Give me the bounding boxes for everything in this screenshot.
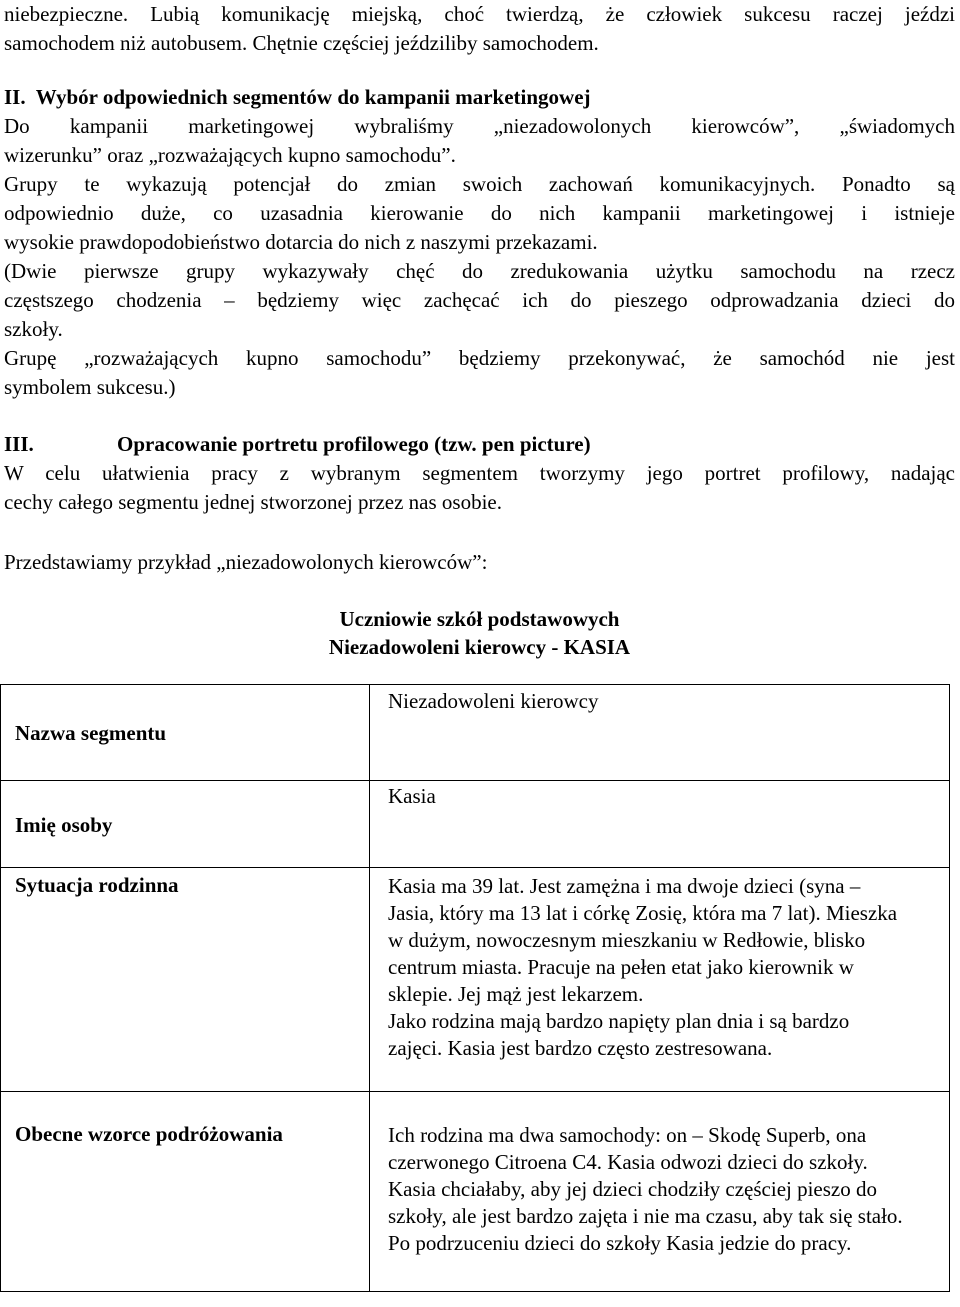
text-line: cechy całego segmentu jednej stworzonej przez nas osobie. [4, 490, 502, 514]
profile-title-line1: Uczniowie szkół podstawowych [339, 607, 620, 631]
row-label: Sytuacja rodzinna [15, 873, 179, 897]
section-3 [4, 430, 955, 517]
table-label-cell [1, 1092, 370, 1292]
row-label: Obecne wzorce podróżowania [15, 1122, 283, 1146]
table-value-cell [370, 781, 950, 868]
profile-title-line2: Niezadowoleni kierowcy - KASIA [328, 635, 631, 659]
text-line: (Dwie pierwsze grupy wykazywały chęć do zredukowania użytku samochodu na rzecz [4, 259, 955, 283]
table-row [1, 685, 950, 781]
text-line: Grupę „rozważających kupno samochodu” będziemy przekonywać, że samochód nie jest [4, 346, 955, 370]
text-line: W celu ułatwienia pracy z wybranym segmentem tworzymy jego portret profilowy, nadając [4, 461, 955, 485]
text-line: szkoły. [4, 317, 63, 341]
table-label-cell [1, 868, 370, 1092]
section-2-heading [4, 83, 955, 112]
row-value-line: Niezadowoleni kierowcy [388, 689, 599, 713]
row-value-line: w dużym, nowoczesnym mieszkaniu w Redłowie, blisko [388, 928, 866, 952]
table-row [1, 1092, 950, 1292]
section-3-heading [4, 430, 955, 459]
section-2-body [4, 112, 955, 402]
table-label-cell [1, 685, 370, 781]
profile-title [4, 605, 955, 661]
text-line: wizerunku” oraz „rozważających kupno samochodu”. [4, 143, 456, 167]
section-title: Wybór odpowiednich segmentów do kampanii marketingowej [35, 85, 591, 109]
intro-paragraph [4, 0, 955, 58]
row-value-line: centrum miasta. Pracuje na pełen etat jako kierownik w [388, 955, 854, 979]
example-intro: Przedstawiamy przykład „niezadowolonych kierowców”: [4, 550, 488, 574]
row-value-line: Jako rodzina mają bardzo napięty plan dnia i są bardzo [388, 1009, 850, 1033]
text-line: częstszego chodzenia – będziemy więc zachęcać ich do pieszego odprowadzania dzieci do [4, 288, 955, 312]
text-line: samochodem niż autobusem. Chętnie częściej jeździliby samochodem. [4, 31, 599, 55]
text-line: symbolem sukcesu.) [4, 375, 176, 399]
row-value-line: Po podrzuceniu dzieci do szkoły Kasia jedzie do pracy. [388, 1231, 852, 1255]
text-line: wysokie prawdopodobieństwo dotarcia do nich z naszymi przekazami. [4, 230, 598, 254]
table-value-cell [370, 868, 950, 1092]
profile-table [0, 684, 950, 1292]
row-value-line: Kasia ma 39 lat. Jest zamężna i ma dwoje dzieci (syna – [388, 874, 861, 898]
row-label: Imię osoby [15, 813, 113, 837]
section-2 [4, 83, 955, 402]
text-line: niebezpieczne. Lubią komunikację miejską, choć twierdzą, że człowiek sukcesu raczej jeździ [4, 2, 955, 26]
row-value-line: szkoły, ale jest bardzo zajęta i nie ma czasu, aby tak się stało. [388, 1204, 903, 1228]
table-label-cell [1, 781, 370, 868]
row-label: Nazwa segmentu [15, 721, 167, 745]
row-value-line: Kasia [388, 784, 436, 808]
row-value-line: Ich rodzina ma dwa samochody: on – Skodę Superb, ona [388, 1123, 867, 1147]
row-value-line: Kasia chciałaby, aby jej dzieci chodziły częściej pieszo do [388, 1177, 877, 1201]
table-row [1, 868, 950, 1092]
section-number: II. [4, 85, 26, 109]
row-value-line: zajęci. Kasia jest bardzo często zestresowana. [388, 1036, 773, 1060]
row-value-line: Jasia, który ma 13 lat i córkę Zosię, która ma 7 lat). Mieszka [388, 901, 898, 925]
table-value-cell [370, 685, 950, 781]
section-number: III. [4, 432, 34, 456]
table-value-cell [370, 1092, 950, 1292]
text-line: Grupy te wykazują potencjał do zmian swoich zachowań komunikacyjnych. Ponadto są [4, 172, 955, 196]
text-line: odpowiednio duże, co uzasadnia kierowanie do nich kampanii marketingowej i istnieje [4, 201, 955, 225]
section-3-body [4, 459, 955, 517]
row-value-line: sklepie. Jej mąż jest lekarzem. [388, 982, 644, 1006]
table-row [1, 781, 950, 868]
section-title: Opracowanie portretu profilowego (tzw. pen picture) [117, 432, 591, 456]
text-line: Do kampanii marketingowej wybraliśmy „niezadowolonych kierowców”, „świadomych [4, 114, 955, 138]
row-value-line: czerwonego Citroena C4. Kasia odwozi dzieci do szkoły. [388, 1150, 868, 1174]
